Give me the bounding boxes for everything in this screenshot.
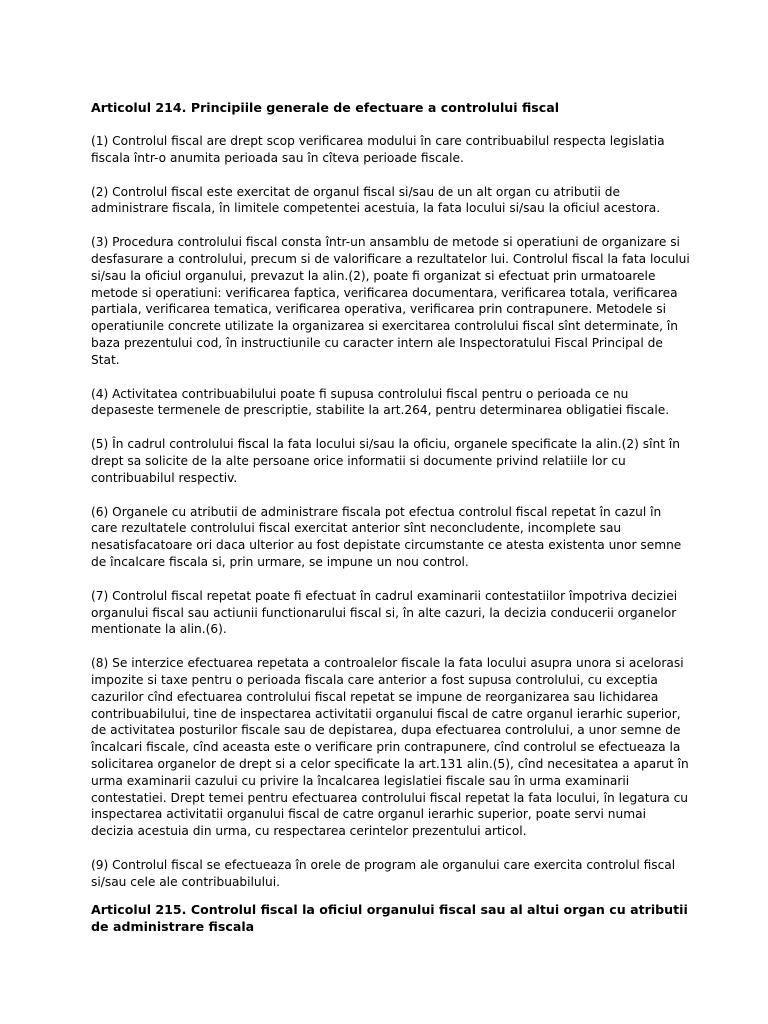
paragraph-5: (5) În cadrul controlului fiscal la fata locului si/sau la oficiu, organele specificate la alin.(2) sînt în drept sa solicite de la alte persoane orice informatii si documente privind relatiile lor cu contribuabilul respectiv.	[91, 437, 680, 485]
paragraph-2: (2) Controlul fiscal este exercitat de organul fiscal si/sau de un alt organ cu atributii de administrare fiscala, în limitele competentei acestuia, la fata locului si/sau la oficiul acestora.	[91, 184, 661, 216]
paragraph-7: (7) Controlul fiscal repetat poate fi efectuat în cadrul examinarii contestatiilor împotriva deciziei organului fiscal sau actiunii functionarului fiscal si, în alte cazuri, la decizia conducerii organelor mentionate la alin.(6).	[91, 588, 678, 637]
paragraph-1: (1) Controlul fiscal are drept scop verificarea modului în care contribuabilul respecta legislatia fiscala într-o anumita perioada sau în cîteva perioade fiscale.	[91, 134, 665, 165]
paragraph-9: (9) Controlul fiscal se efectueaza în orele de program ale organului care exercita controlul fiscal si/sau cele ale contribuabilului.	[91, 857, 676, 889]
document-page	[91, 99, 691, 935]
paragraph-3: (3) Procedura controlului fiscal consta într-un ansamblu de metode si operatiuni de organizare si desfasurare a controlului, precum si de valorificare a rezultatelor lui. Controlul fiscal la fata locului si/sau la oficiul organului, prevazut la alin.(2), poate fi organizat si efectuat prin urmatoarele metode si operatiuni: verificarea faptica, verificarea documentara, verificarea totala, verificarea partiala, verificarea tematica, verificarea operativa, verificarea prin contrapunere. Metodele si operatiunile concrete utilizate la organizarea si exercitarea controlului fiscal sînt determinate, în baza prezentului cod, în instructiunile cu caracter intern ale Inspectoratului Fiscal Principal de Stat.	[91, 235, 690, 367]
paragraph-4: (4) Activitatea contribuabilului poate fi supusa controlului fiscal pentru o perioada ce nu depaseste termenele de prescriptie, stabilite la art.264, pentru determinarea obligatiei fiscale.	[91, 386, 670, 418]
paragraph-6: (6) Organele cu atributii de administrare fiscala pot efectua controlul fiscal repetat în cazul în care rezultatele controlului fiscal exercitat anterior sînt neconcludente, incomplete sau nesatisfacatoare ori daca ulterior au fost depistate circumstante ce atesta existenta unor semne de încalcare fiscala si, prin urmare, se impune un nou control.	[91, 504, 682, 569]
paragraph-8: (8) Se interzice efectuarea repetata a controalelor fiscale la fata locului asupra unora si acelorasi impozite si taxe pentru o perioada fiscala care anterior a fost supusa controlului, cu exceptia cazurilor cînd efectuarea controlului fiscal repetat se impune de reorganizarea sau lichidarea contribuabilului, tine de inspectarea activitatii organului fiscal de catre organul ierarhic superior, de activitatea posturilor fiscale sau de depistarea, dupa efectuarea controlului, a unor semne de încalcari fiscale, cînd aceasta este o verificare prin contrapunere, cînd controlul se efectueaza la solicitarea organelor de drept si a celor specificate la art.131 alin.(5), cînd necesitatea a aparut în urma examinarii cazului cu privire la încalcarea legislatiei fiscale sau în urma examinarii contestatiei. Drept temei pentru efectuarea controlului fiscal repetat la fata locului, în legatura cu inspectarea activitatii organului fiscal de catre organul ierarhic superior, poate servi numai decizia acestuia din urma, cu respectarea cerintelor prezentului articol.	[91, 656, 689, 839]
article-214-heading: Articolul 214. Principiile generale de efectuare a controlului fiscal	[91, 100, 560, 115]
article-215-heading: Articolul 215. Controlul fiscal la oficiul organului fiscal sau al altui organ cu atributii de administrare fiscala	[91, 902, 688, 935]
